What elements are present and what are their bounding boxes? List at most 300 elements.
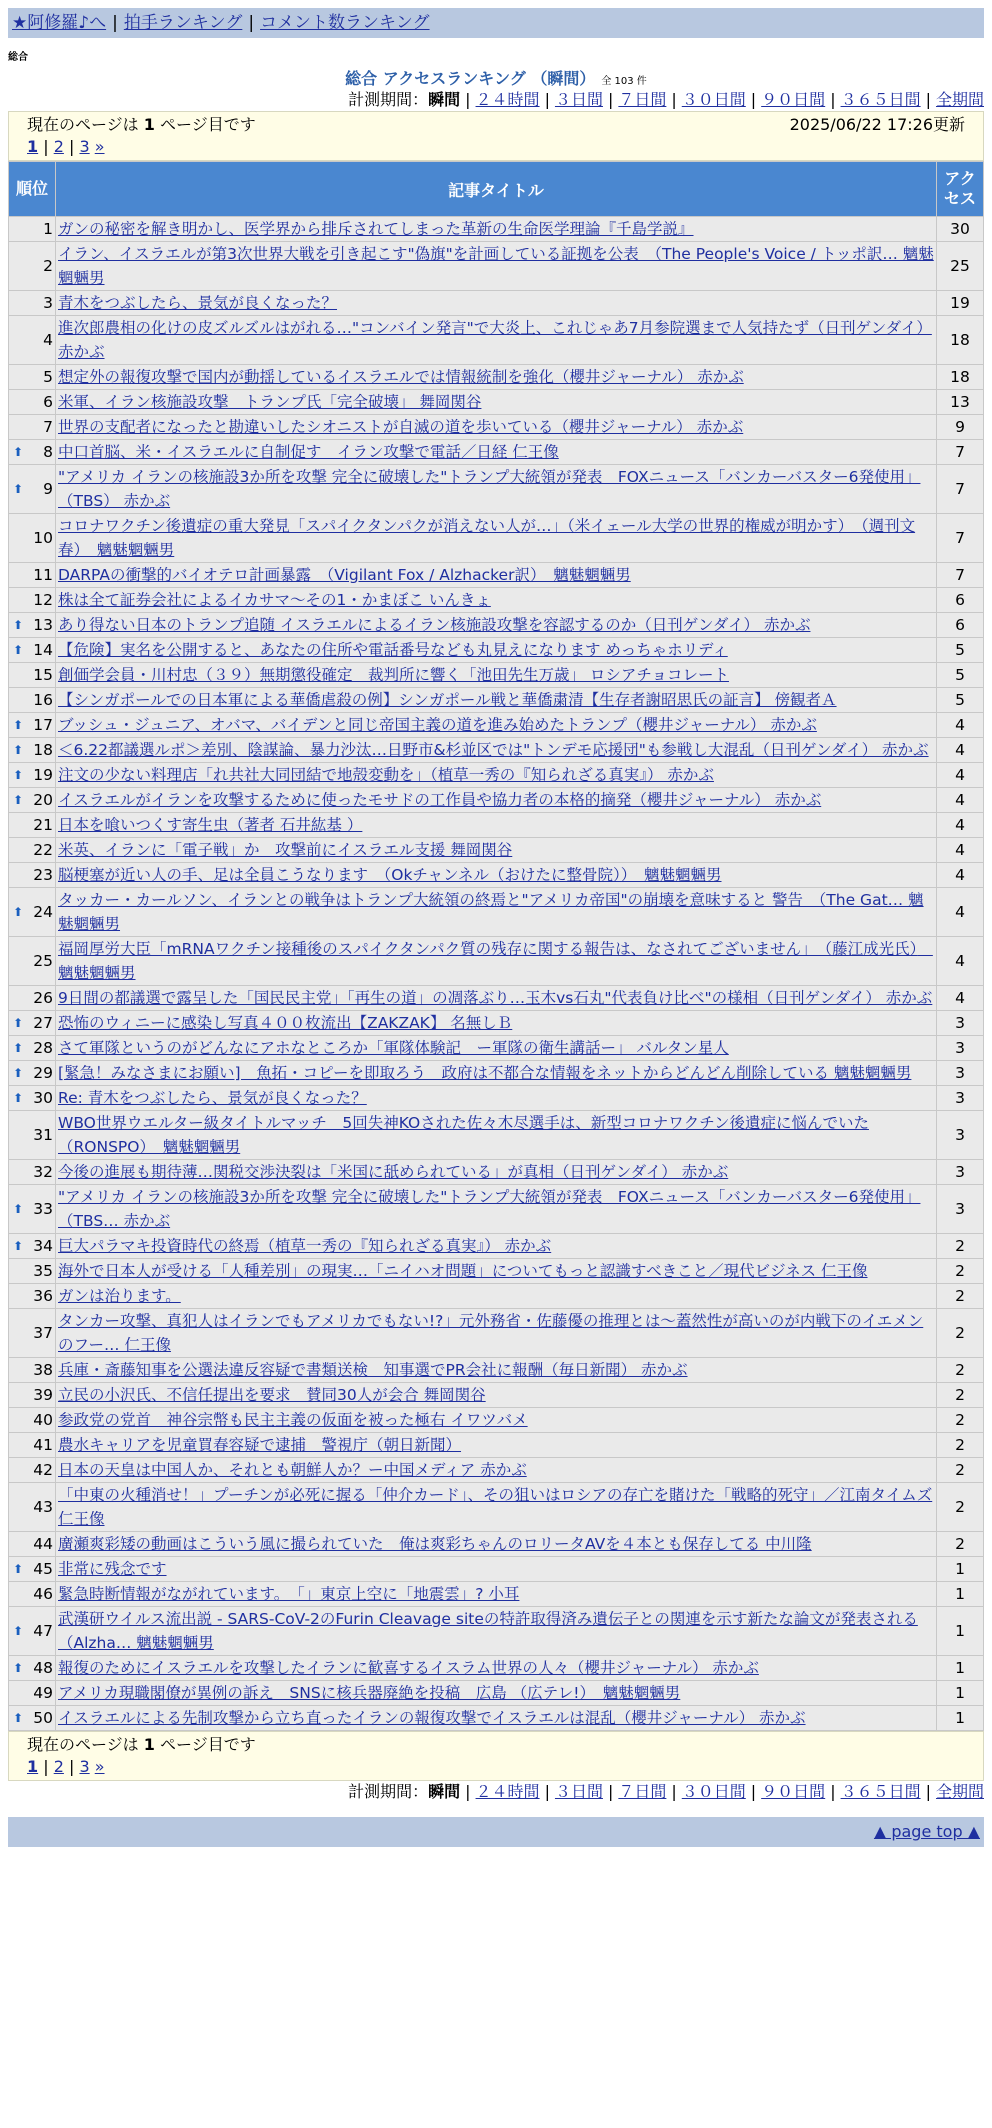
pager-links <box>27 1756 965 1778</box>
article-link[interactable]: 福岡厚労大臣「mRNAワクチン接種後のスパイクタンパク質の残存に関する報告は、なされてございません」 （藤江成光氏） 魑魅魍魎男 <box>58 940 933 982</box>
access-cell: 4 <box>937 888 983 936</box>
access-cell: 1 <box>937 1681 983 1705</box>
title-cell <box>56 1086 936 1110</box>
article-link[interactable]: 中口首脳、米・イスラエルに自制促す イラン攻撃で電話／日経 仁王像 <box>58 443 559 461</box>
period-link-1[interactable]: ３日間 <box>554 90 603 109</box>
table-row <box>9 1111 983 1159</box>
title-cell <box>56 415 936 439</box>
rank-number: 7 <box>43 418 53 436</box>
table-row <box>9 738 983 762</box>
period-sep: | <box>671 90 677 109</box>
period-sep: | <box>925 90 931 109</box>
access-cell: 3 <box>937 1011 983 1035</box>
article-link[interactable]: 今後の進展も期待薄…関税交渉決裂は「米国に舐められている」が真相（日刊ゲンダイ） 赤かぶ <box>58 1163 729 1181</box>
rank-number: 22 <box>33 841 53 859</box>
rank-cell <box>9 1483 55 1531</box>
access-cell: 3 <box>937 1086 983 1110</box>
table-row <box>9 316 983 364</box>
rank-cell <box>9 1160 55 1184</box>
rank-cell <box>9 1111 55 1159</box>
table-row <box>9 1582 983 1606</box>
pager-next[interactable]: » <box>94 137 105 156</box>
title-cell <box>56 1483 936 1531</box>
access-cell: 7 <box>937 514 983 562</box>
article-link[interactable]: 兵庫・斎藤知事を公選法違反容疑で書類送検 知事選でPR会社に報酬（毎日新聞） 赤かぶ <box>58 1361 688 1379</box>
title-cell <box>56 1383 936 1407</box>
rank-cell <box>9 390 55 414</box>
article-link[interactable]: イラン、イスラエルが第3次世界大戦を引き起こす"偽旗"を計画している証拠を公表 （The People's Voice / トッポ訳… 魑魅魍魎男 <box>58 245 934 287</box>
article-link[interactable]: 非常に残念です <box>58 1560 167 1578</box>
article-link[interactable]: 脳梗塞が近い人の手、足は全員こうなります （Okチャンネル（おけたに整骨院）） 魑魅魍魎男 <box>58 866 722 884</box>
article-link[interactable]: WBO世界ウエルター級タイトルマッチ 5回失神KOされた佐々木尽選手は、新型コロナワクチン後遺症に悩んでいた（RONSPO） 魑魅魍魎男 <box>58 1114 869 1156</box>
rank-number: 40 <box>33 1411 53 1429</box>
rank-number: 3 <box>43 294 53 312</box>
title-cell <box>56 1061 936 1085</box>
article-link[interactable]: 日本を喰いつくす寄生虫（著者 石井紘基 ） <box>58 816 363 834</box>
title-cell <box>56 986 936 1010</box>
table-row <box>9 1383 983 1407</box>
title-cell <box>56 1681 936 1705</box>
table-row <box>9 1358 983 1382</box>
period-current: 瞬間 <box>428 90 461 109</box>
pager-box <box>8 111 984 161</box>
table-row <box>9 813 983 837</box>
article-link[interactable]: イスラエルがイランを攻撃するために使ったモサドの工作員や協力者の本格的摘発（櫻井ジャーナル） 赤かぶ <box>58 791 822 809</box>
table-row <box>9 514 983 562</box>
pager-current-number: 1 <box>143 115 155 134</box>
pager-text-after: ページ目です <box>160 1735 256 1754</box>
access-cell: 1 <box>937 1706 983 1730</box>
article-link[interactable]: 海外で日本人が受ける「人種差別」の現実…「ニイハオ問題」についてもっと認識すべきこと／現代ビジネス 仁王像 <box>58 1262 868 1280</box>
rank-number: 32 <box>33 1163 53 1181</box>
rank-number: 14 <box>33 641 53 659</box>
rank-cell <box>9 1681 55 1705</box>
period-link-2[interactable]: ７日間 <box>618 1782 667 1801</box>
rank-cell <box>9 365 55 389</box>
period-sep: | <box>465 90 471 109</box>
title-cell <box>56 838 936 862</box>
rank-number: 18 <box>33 741 53 759</box>
rank-cell <box>9 242 55 290</box>
table-row <box>9 863 983 887</box>
table-row <box>9 788 983 812</box>
nav-link-comment-ranking[interactable]: コメント数ランキング <box>260 13 430 33</box>
title-cell <box>56 1358 936 1382</box>
article-link[interactable]: 日本の天皇は中国人か、それとも朝鮮人か？ー中国メディア 赤かぶ <box>58 1461 527 1479</box>
rank-cell <box>9 514 55 562</box>
rank-number: 21 <box>33 816 53 834</box>
rank-cell <box>9 1259 55 1283</box>
nav-link-clap-ranking[interactable]: 拍手ランキング <box>123 13 243 33</box>
access-cell: 1 <box>937 1582 983 1606</box>
nav-link-ashura[interactable]: ★阿修羅♪へ <box>12 13 107 33</box>
rank-cell <box>9 838 55 862</box>
period-link-3[interactable]: ３０日間 <box>681 1782 746 1801</box>
title-cell <box>56 688 936 712</box>
page-top-link[interactable]: ▲ page top ▲ <box>873 1822 980 1841</box>
access-cell: 4 <box>937 788 983 812</box>
table-row <box>9 888 983 936</box>
article-link[interactable]: アメリカ現職閣僚が異例の訴え SNSに核兵器廃絶を投稿 広島 （広テレ!） 魑魅魍魎男 <box>58 1684 681 1702</box>
total-count: 全 103 件 <box>601 76 647 87</box>
up-arrow-icon: ⬆ <box>13 718 24 732</box>
article-link[interactable]: 緊急時断情報がながれています。 「」東京上空に「地震雲」? 小耳 <box>58 1585 520 1603</box>
access-cell: 18 <box>937 365 983 389</box>
rank-number: 9 <box>43 480 53 498</box>
article-link[interactable]: 世界の支配者になったと勘違いしたシオニストが自滅の道を歩いている（櫻井ジャーナル） 赤かぶ <box>58 418 744 436</box>
table-row <box>9 1160 983 1184</box>
access-cell: 4 <box>937 838 983 862</box>
rank-number: 31 <box>33 1126 53 1144</box>
up-arrow-icon: ⬆ <box>13 1066 24 1080</box>
access-cell: 7 <box>937 440 983 464</box>
period-link-4[interactable]: ９０日間 <box>761 1782 826 1801</box>
rank-number: 27 <box>33 1014 53 1032</box>
access-cell: 3 <box>937 1160 983 1184</box>
article-link[interactable]: 巨大パラマキ投資時代の終焉（植草一秀の『知られざる真実』） 赤かぶ <box>58 1237 552 1255</box>
article-link[interactable]: 【シンガポールでの日本軍による華僑虐殺の例】シンガポール戦と華僑粛清【生存者謝昭思氏の証言】 傍観者Ａ <box>58 691 837 709</box>
period-selector <box>8 89 984 111</box>
rank-number: 8 <box>43 443 53 461</box>
period-link-5[interactable]: ３６５日間 <box>840 1782 921 1801</box>
access-cell: 30 <box>937 217 983 241</box>
up-arrow-icon: ⬆ <box>13 1016 24 1030</box>
pager-text-after: ページ目です <box>160 115 256 134</box>
rank-cell <box>9 1433 55 1457</box>
article-link[interactable]: 「中東の火種消せ！」プーチンが必死に握る「仲介カード」、その狙いはロシアの存亡を賭けた「戦略的死守」／江南タイムズ 仁王像 <box>58 1486 933 1528</box>
period-link-6[interactable]: 全期間 <box>935 90 984 109</box>
title-cell <box>56 1011 936 1035</box>
article-link[interactable]: 進次郎農相の化けの皮ズルズルはがれる…"コンバイン発言"で大炎上、これじゃあ7月参院選まで人気持たず（日刊ゲンダイ） 赤かぶ <box>58 319 932 361</box>
nav-sep: | <box>248 13 255 33</box>
rank-number: 16 <box>33 691 53 709</box>
access-cell: 5 <box>937 638 983 662</box>
article-link[interactable]: 参政党の党首 神谷宗幣も民主主義の仮面を被った極右 イワツバメ <box>58 1411 528 1429</box>
access-cell: 25 <box>937 242 983 290</box>
rank-cell <box>9 1185 55 1233</box>
article-link[interactable]: 武漢研ウイルス流出説 - SARS-CoV-2のFurin Cleavage siteの特許取得済み遺伝子との関連を示す新たな論文が発表される（Alzha… 魑魅魍魎男 <box>58 1610 918 1652</box>
title-cell <box>56 1036 936 1060</box>
access-cell: 4 <box>937 863 983 887</box>
access-cell: 2 <box>937 1458 983 1482</box>
period-sep: | <box>544 1782 550 1801</box>
article-link[interactable]: ガンの秘密を解き明かし、医学界から排斥されてしまった革新の生命医学理論『千島学説』 <box>58 220 694 238</box>
article-link[interactable]: 廣瀬爽彩矮の動画はこういう風に撮られていた 俺は爽彩ちゃんのロリータAVを４本とも保存してる 中川隆 <box>58 1535 812 1553</box>
rank-number: 2 <box>43 257 53 275</box>
article-link[interactable]: あり得ない日本のトランプ追随 イスラエルによるイラン核施設攻撃を容認するのか（日刊ゲンダイ） 赤かぶ <box>58 616 811 634</box>
pager-links <box>27 136 965 158</box>
header-title: 記事タイトル <box>56 162 936 216</box>
up-arrow-icon: ⬆ <box>13 1661 24 1675</box>
access-cell: 2 <box>937 1259 983 1283</box>
rank-cell <box>9 1309 55 1357</box>
rank-cell <box>9 638 55 662</box>
article-link[interactable]: 9日間の都議選で露呈した「国民民主党」「再生の道」の凋落ぶり…玉木vs石丸"代表負け比べ"の様相（日刊ゲンダイ） 赤かぶ <box>58 989 933 1007</box>
period-link-2[interactable]: ７日間 <box>618 90 667 109</box>
article-link[interactable]: 青木をつぶしたら、景気が良くなった？ <box>58 294 338 312</box>
rank-number: 35 <box>33 1262 53 1280</box>
ranking-table <box>8 161 984 1731</box>
rank-number: 28 <box>33 1039 53 1057</box>
title-cell <box>56 1111 936 1159</box>
rank-cell <box>9 888 55 936</box>
rank-number: 43 <box>33 1498 53 1516</box>
access-cell: 9 <box>937 415 983 439</box>
table-row <box>9 217 983 241</box>
article-link[interactable]: 想定外の報復攻撃で国内が動揺しているイスラエルでは情報統制を強化（櫻井ジャーナル） 赤かぶ <box>58 368 744 386</box>
title-cell <box>56 1160 936 1184</box>
table-row <box>9 1681 983 1705</box>
rank-cell <box>9 1358 55 1382</box>
period-link-4[interactable]: ９０日間 <box>761 90 826 109</box>
rank-number: 41 <box>33 1436 53 1454</box>
access-cell: 2 <box>937 1383 983 1407</box>
access-cell: 4 <box>937 937 983 985</box>
rank-cell <box>9 788 55 812</box>
rank-cell <box>9 1582 55 1606</box>
rank-number: 42 <box>33 1461 53 1479</box>
rank-cell <box>9 738 55 762</box>
article-link[interactable]: ブッシュ・ジュニア、オバマ、バイデンと同じ帝国主義の道を進み始めたトランプ（櫻井ジャーナル） 赤かぶ <box>58 716 817 734</box>
rank-number: 39 <box>33 1386 53 1404</box>
table-row <box>9 1061 983 1085</box>
article-link[interactable]: 立民の小沢氏、不信任提出を要求 賛同30人が会合 舞岡関谷 <box>58 1386 486 1404</box>
pager-page-1[interactable]: 1 <box>27 1757 39 1776</box>
title-cell <box>56 1607 936 1655</box>
period-sep: | <box>544 90 550 109</box>
article-link[interactable]: Re: 青木をつぶしたら、景気が良くなった？ <box>58 1089 367 1107</box>
up-arrow-icon: ⬆ <box>13 445 24 459</box>
rank-number: 46 <box>33 1585 53 1603</box>
pager-page-3[interactable]: 3 <box>79 137 90 156</box>
article-link[interactable]: "アメリカ イランの核施設3か所を攻撃 完全に破壊した"トランプ大統領が発表 FOXニュース「バンカーバスター6発使用」（TBS… 赤かぶ <box>58 1188 921 1230</box>
table-row <box>9 1458 983 1482</box>
table-row <box>9 1036 983 1060</box>
period-sep: | <box>671 1782 677 1801</box>
table-row <box>9 242 983 290</box>
rank-cell <box>9 1383 55 1407</box>
pager-sep: | <box>38 137 54 156</box>
pager-sep: | <box>38 1757 54 1776</box>
article-link[interactable]: 株は全て証券会社によるイカサマ～その1・かまぼこ いんきょ <box>58 591 491 609</box>
table-row <box>9 440 983 464</box>
table-row <box>9 1011 983 1035</box>
access-cell: 2 <box>937 1433 983 1457</box>
article-link[interactable]: 創価学会員・川村忠（３９）無期懲役確定 裁判所に響く「池田先生万歳」 ロシアチョコレート <box>58 666 729 684</box>
up-arrow-icon: ⬆ <box>13 618 24 632</box>
access-cell: 4 <box>937 986 983 1010</box>
article-link[interactable]: さて軍隊というのがどんなにアホなところか「軍隊体験記 ー軍隊の衛生講話ー」 バルタン星人 <box>58 1039 729 1057</box>
rank-number: 47 <box>33 1622 53 1640</box>
rank-number: 38 <box>33 1361 53 1379</box>
rank-cell <box>9 1234 55 1258</box>
table-row <box>9 613 983 637</box>
rank-cell <box>9 1607 55 1655</box>
rank-number: 6 <box>43 393 53 411</box>
rank-cell <box>9 1036 55 1060</box>
title-cell <box>56 1557 936 1581</box>
rank-cell <box>9 1284 55 1308</box>
access-cell: 2 <box>937 1234 983 1258</box>
access-cell: 2 <box>937 1483 983 1531</box>
access-cell: 7 <box>937 563 983 587</box>
table-row <box>9 1408 983 1432</box>
rank-cell <box>9 1706 55 1730</box>
table-row <box>9 638 983 662</box>
access-cell: 1 <box>937 1557 983 1581</box>
rank-number: 10 <box>33 529 53 547</box>
period-sep: | <box>607 1782 614 1801</box>
up-arrow-icon: ⬆ <box>13 643 24 657</box>
article-link[interactable]: 米軍、イラン核施設攻撃 トランプ氏「完全破壊」 舞岡関谷 <box>58 393 482 411</box>
period-link-1[interactable]: ３日間 <box>554 1782 603 1801</box>
table-row <box>9 1557 983 1581</box>
article-link[interactable]: ガンは治ります。 <box>58 1287 181 1305</box>
rank-number: 20 <box>33 791 53 809</box>
pager-info-row <box>27 1734 965 1756</box>
access-cell: 7 <box>937 465 983 513</box>
period-sep: | <box>830 1782 836 1801</box>
period-link-3[interactable]: ３０日間 <box>681 90 746 109</box>
rank-number: 48 <box>33 1659 53 1677</box>
title-cell <box>56 1458 936 1482</box>
up-arrow-icon: ⬆ <box>13 1202 24 1216</box>
article-link[interactable]: コロナワクチン後遺症の重大発見「スパイクタンパクが消えない人が…」（米イェール大学の世界的権威が明かす） （週刊文春） 魑魅魍魎男 <box>58 517 916 559</box>
article-link[interactable]: 恐怖のウィニーに感染し写真４００枚流出【ZAKZAK】 名無しＢ <box>58 1014 513 1032</box>
access-cell: 2 <box>937 1532 983 1556</box>
article-link[interactable]: 農水キャリアを児童買春容疑で逮捕 警視庁（朝日新聞） <box>58 1436 462 1454</box>
title-cell <box>56 713 936 737</box>
period-link-5[interactable]: ３６５日間 <box>840 90 921 109</box>
article-link[interactable]: DARPAの衝撃的バイオテロ計画暴露 （Vigilant Fox / Alzhacker訳） 魑魅魍魎男 <box>58 566 631 584</box>
rank-number: 23 <box>33 866 53 884</box>
pager-page-2[interactable]: 2 <box>53 137 64 156</box>
rank-number: 25 <box>33 952 53 970</box>
table-row <box>9 1607 983 1655</box>
article-link[interactable]: タッカー・カールソン、イランとの戦争はトランプ大統領の終焉と"アメリカ帝国"の崩壊を意味すると 警告 （The Gat… 魑魅魍魎男 <box>58 891 924 933</box>
period-link-0[interactable]: ２４時間 <box>475 1782 540 1801</box>
period-label: 計測期間： <box>348 1782 429 1801</box>
access-cell: 5 <box>937 688 983 712</box>
table-row <box>9 390 983 414</box>
title-cell <box>56 1706 936 1730</box>
access-cell: 2 <box>937 1284 983 1308</box>
pager-page-1[interactable]: 1 <box>27 137 39 156</box>
table-row <box>9 1234 983 1258</box>
rank-cell <box>9 291 55 315</box>
rank-number: 1 <box>43 220 53 238</box>
table-row <box>9 415 983 439</box>
rank-number: 45 <box>33 1560 53 1578</box>
rank-cell <box>9 763 55 787</box>
period-link-0[interactable]: ２４時間 <box>475 90 540 109</box>
article-link[interactable]: イスラエルによる先制攻撃から立ち直ったイランの報復攻撃でイスラエルは混乱（櫻井ジャーナル） 赤かぶ <box>58 1709 806 1727</box>
article-link[interactable]: 報復のためにイスラエルを攻撃したイランに歓喜するイスラム世界の人々（櫻井ジャーナル） 赤かぶ <box>58 1659 759 1677</box>
table-row <box>9 1259 983 1283</box>
access-cell: 3 <box>937 1111 983 1159</box>
page-title-text: 総合 アクセスランキング （瞬間） <box>345 69 596 88</box>
title-cell <box>56 1433 936 1457</box>
article-link[interactable]: 【危険】実名を公開すると、あなたの住所や電話番号なども丸見えになります めっちゃホリディ <box>58 641 728 659</box>
rank-cell <box>9 1557 55 1581</box>
pager-next[interactable]: » <box>94 1757 105 1776</box>
title-cell <box>56 316 936 364</box>
rank-number: 30 <box>33 1089 53 1107</box>
access-cell: 4 <box>937 763 983 787</box>
period-link-6[interactable]: 全期間 <box>935 1782 984 1801</box>
table-row <box>9 1309 983 1357</box>
rank-number: 37 <box>33 1324 53 1342</box>
rank-cell <box>9 588 55 612</box>
page-title <box>8 69 984 89</box>
rank-number: 5 <box>43 368 53 386</box>
access-cell: 4 <box>937 713 983 737</box>
pager-text-before: 現在のページは <box>27 1735 139 1754</box>
up-arrow-icon: ⬆ <box>13 482 24 496</box>
table-row <box>9 465 983 513</box>
rank-cell <box>9 863 55 887</box>
article-link[interactable]: ＜6.22都議選ルポ＞差別、陰謀論、暴力沙汰…日野市&杉並区では"トンデモ応援団"も参戦し大混乱（日刊ゲンダイ） 赤かぶ <box>58 741 929 759</box>
access-cell: 1 <box>937 1607 983 1655</box>
pager-page-2[interactable]: 2 <box>53 1757 64 1776</box>
rank-cell <box>9 1458 55 1482</box>
article-link[interactable]: "アメリカ イランの核施設3か所を攻撃 完全に破壊した"トランプ大統領が発表 FOXニュース「バンカーバスター6発使用」（TBS） 赤かぶ <box>58 468 921 510</box>
rank-cell <box>9 937 55 985</box>
up-arrow-icon: ⬆ <box>13 793 24 807</box>
title-cell <box>56 788 936 812</box>
up-arrow-icon: ⬆ <box>13 1091 24 1105</box>
article-link[interactable]: タンカー攻撃、真犯人はイランでもアメリカでもない!?」元外務省・佐藤優の推理とは～蓋然性が高いのが内戦下のイエメンのフー… 仁王像 <box>58 1312 924 1354</box>
up-arrow-icon: ⬆ <box>13 1041 24 1055</box>
title-cell <box>56 663 936 687</box>
period-sep: | <box>830 90 836 109</box>
rank-cell <box>9 316 55 364</box>
up-arrow-icon: ⬆ <box>13 768 24 782</box>
header-rank: 順位 <box>9 162 55 216</box>
access-cell: 3 <box>937 1036 983 1060</box>
rank-number: 13 <box>33 616 53 634</box>
article-link[interactable]: [緊急！みなさまにお願い] 魚拓・コピーを即取ろう 政府は不都合な情報をネットからどんどん削除している 魑魅魍魎男 <box>58 1064 912 1082</box>
rank-cell <box>9 440 55 464</box>
rank-number: 44 <box>33 1535 53 1553</box>
title-cell <box>56 613 936 637</box>
article-link[interactable]: 注文の少ない料理店「れ共社大同団結で地殻変動を」（植草一秀の『知られざる真実』） 赤かぶ <box>58 766 714 784</box>
title-cell <box>56 1309 936 1357</box>
rank-cell <box>9 663 55 687</box>
title-cell <box>56 937 936 985</box>
title-cell <box>56 563 936 587</box>
table-row <box>9 1532 983 1556</box>
rank-cell <box>9 813 55 837</box>
rank-cell <box>9 1656 55 1680</box>
table-row <box>9 1086 983 1110</box>
table-row <box>9 838 983 862</box>
rank-cell <box>9 613 55 637</box>
rank-number: 24 <box>33 903 53 921</box>
article-link[interactable]: 米英、イランに「電子戦」か 攻撃前にイスラエル支援 舞岡関谷 <box>58 841 513 859</box>
access-cell: 13 <box>937 390 983 414</box>
rank-cell <box>9 563 55 587</box>
up-arrow-icon: ⬆ <box>13 743 24 757</box>
rank-cell <box>9 415 55 439</box>
pager-info-row <box>27 114 965 136</box>
table-row <box>9 1185 983 1233</box>
rank-cell <box>9 1532 55 1556</box>
period-sep: | <box>750 1782 757 1801</box>
pager-page-3[interactable]: 3 <box>79 1757 90 1776</box>
rank-cell <box>9 1011 55 1035</box>
table-row <box>9 291 983 315</box>
